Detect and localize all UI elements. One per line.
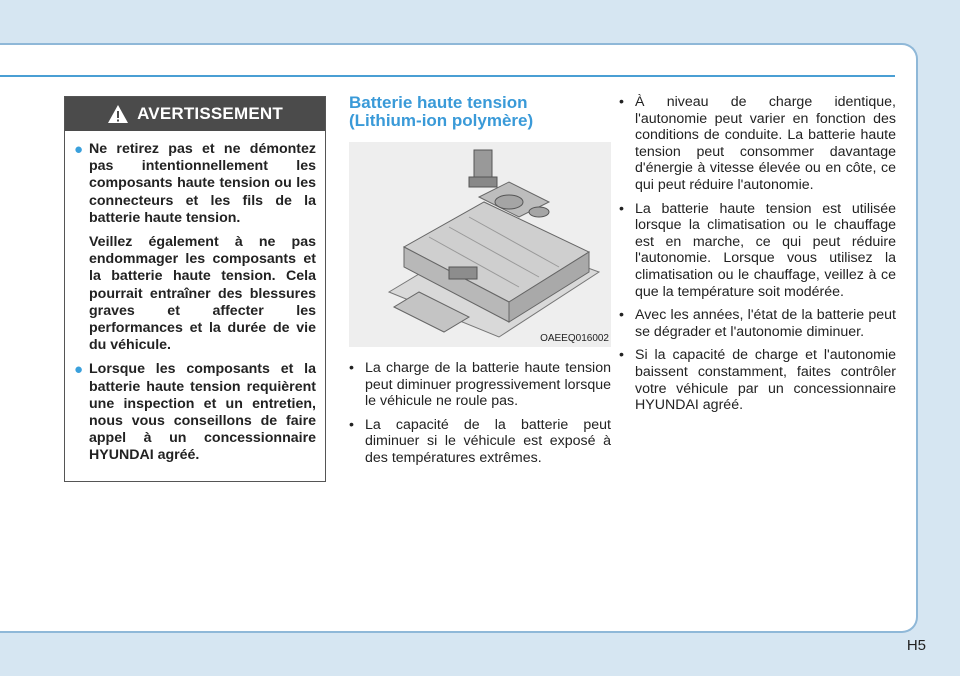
list-item [349, 417, 611, 467]
middle-bullet-list [349, 360, 611, 467]
bullet-dot-icon: • [619, 307, 624, 324]
warning-title: AVERTISSEMENT [137, 104, 283, 123]
list-item-text: À niveau de charge identique, l'autonomie peut varier en fonction des conditions de conduite. La batterie haute tension peut consommer davantage d'énergie à vitesse élevée ou en côte, ce qui peut réduire l'autonomie. [635, 94, 896, 193]
battery-illustration [349, 142, 611, 347]
list-item [619, 94, 896, 194]
warning-paragraph [81, 234, 316, 354]
right-bullet-list [619, 94, 896, 414]
bullet-dot-icon: • [349, 416, 354, 433]
middle-column [349, 94, 611, 474]
warning-box [64, 96, 326, 482]
list-item-text: Si la capacité de charge et l'autonomie baissent constamment, faites contrôler votre véhicule par un concessionnaire HYUNDAI agréé. [635, 347, 896, 414]
bullet-dot-icon: • [349, 360, 354, 376]
warning-item-text: Ne retirez pas et ne démontez pas intentionnellement les composants haute tension ou les connecteurs et les fils de la batterie haute tension. [89, 141, 316, 226]
warning-item [74, 361, 316, 464]
warning-item-text: Lorsque les composants et la batterie haute tension requièrent une inspection et un entretien, nous vous conseillons de faire appel à un concessionnaire HYUNDAI agréé. [89, 361, 316, 464]
section-title-line2: (Lithium-ion polymère) [349, 111, 534, 130]
warning-header [65, 97, 325, 131]
bullet-dot-icon: • [619, 200, 624, 217]
warning-triangle-icon [107, 104, 129, 124]
list-item [619, 347, 896, 413]
page-number: H5 [906, 637, 926, 654]
right-column [619, 94, 896, 421]
warning-item [74, 141, 316, 227]
list-item-text: Avec les années, l'état de la batterie peut se dégrader et l'autonomie diminuer. [635, 307, 896, 340]
list-item-text: La capacité de la batterie peut diminuer si le véhicule est exposé à des températures extrêmes. [365, 416, 611, 466]
battery-drawing [349, 142, 611, 347]
list-item-text: La charge de la batterie haute tension peut diminuer progressivement lorsque le véhicule ne roule pas. [365, 360, 611, 410]
list-item [619, 201, 896, 301]
list-item [349, 360, 611, 410]
warning-item-text: Veillez également à ne pas endommager les composants et la batterie haute tension. Cela pourrait entraîner des blessures graves et affecter les performances et la durée de vie du véhicule. [89, 234, 316, 354]
list-item-text: La batterie haute tension est utilisée lorsque la climatisation ou le chauffage est en marche, ce qui peut réduire l'autonomie. Lorsque vous utilisez la climatisation ou le chauffage, veillez à ce que la température soit modérée. [635, 200, 896, 300]
list-item [619, 307, 896, 340]
bullet-dot-icon: • [619, 94, 624, 110]
warning-body [65, 131, 325, 465]
section-title-line1: Batterie haute tension [349, 93, 528, 112]
figure-code: OAEEQ016002 [540, 333, 609, 344]
bullet-dot-icon: ● [74, 141, 84, 158]
top-rule [0, 75, 895, 77]
section-title [349, 94, 611, 130]
bullet-dot-icon: ● [74, 361, 84, 379]
bullet-dot-icon: • [619, 347, 624, 364]
